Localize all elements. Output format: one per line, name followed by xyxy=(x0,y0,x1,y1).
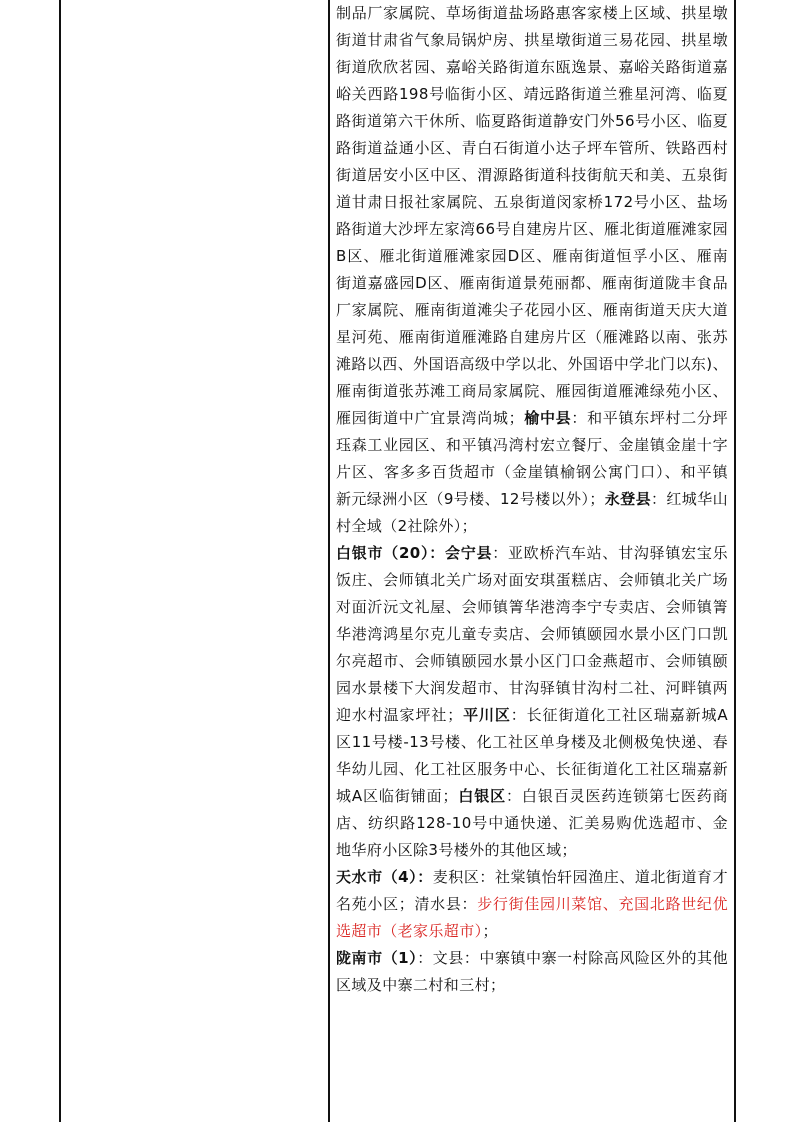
baiyin-text-1: ：亚欧桥汽车站、甘沟驿镇宏宝乐饭庄、会师镇北关广场对面安琪蛋糕店、会师镇北关广场对面沂沅文礼屋、会师镇箐华港湾李宁专卖店、会师镇箐华港湾鸿星尔克儿童专卖店、会师镇颐园水景小区门口凯尔亮超市、会师镇颐园水景小区门口金燕超市、会师镇颐园水景楼下大润发超市、甘沟驿镇甘沟村二社、河畔镇两迎水村温家坪社； xyxy=(336,544,728,724)
lanzhou-tail-paragraph xyxy=(336,0,728,540)
lanzhou-text-1: 制品厂家属院、草场街道盐场路惠客家楼上区域、拱星墩街道甘肃省气象局锅炉房、拱星墩街道三易花园、拱星墩街道欣欣茗园、嘉峪关路街道东瓯逸景、嘉峪关路街道嘉峪关西路198号临街小区、靖远路街道兰雅星河湾、临夏路街道第六干休所、临夏路街道静安门外56号小区、临夏路街道益通小区、青白石街道小达子坪车管所、铁路西村街道居安小区中区、渭源路街道科技街航天和美、五泉街道甘肃日报社家属院、五泉街道闵家桥172号小区、盐场路街道大沙坪左家湾66号自建房片区、雁北街道雁滩家园B区、雁北街道雁滩家园D区、雁南街道恒孚小区、雁南街道嘉盛园D区、雁南街道景苑丽都、雁南街道陇丰食品厂家属院、雁南街道滩尖子花园小区、雁南街道天庆大道星河苑、雁南街道雁滩路自建房片区（雁滩路以南、张苏滩路以西、外国语高级中学以北、外国语中学北门以东)、雁南街道张苏滩工商局家属院、雁园街道雁滩绿苑小区、雁园街道中广宜景湾尚城； xyxy=(336,4,728,427)
risk-area-list-cell xyxy=(336,0,728,999)
county-yongdeng: 永登县 xyxy=(604,490,651,508)
lanzhou-text-3: ：红城华山村全域（2社除外）； xyxy=(336,490,728,535)
tianshui-highlight: 步行街佳园川菜馆、充国北路世纪优选超市（老家乐超市） xyxy=(336,895,729,940)
lanzhou-text-2: ：和平镇东坪村二分坪珏森工业园区、和平镇冯湾村宏立餐厅、金崖镇金崖十字片区、客多多百货超市（金崖镇榆钢公寓门口）、和平镇新元绿洲小区（9号楼、12号楼以外）； xyxy=(336,409,728,508)
longnan-paragraph xyxy=(336,945,728,999)
city-longnan: 陇南市（1） xyxy=(336,949,418,967)
longnan-text-1: ：文县：中寨镇中寨一村除高风险区外的其他区域及中寨二村和三村； xyxy=(336,949,728,994)
baiyin-paragraph xyxy=(336,540,728,864)
county-yuzhong: 榆中县 xyxy=(524,409,572,427)
table-border-left xyxy=(59,0,61,1122)
table-border-right xyxy=(734,0,736,1122)
tianshui-text-2: ； xyxy=(482,922,498,940)
city-baiyin: 白银市（20）： xyxy=(336,544,445,562)
tianshui-text-1: 麦积区：社棠镇怡轩园渔庄、道北街道育才名苑小区；清水县： xyxy=(336,868,728,913)
county-pingchuan: 平川区 xyxy=(462,706,511,724)
table-border-middle xyxy=(328,0,330,1122)
county-baiyin: 白银区 xyxy=(457,787,507,805)
tianshui-paragraph xyxy=(336,864,728,945)
baiyin-text-2: ：长征街道化工社区瑞嘉新城A区11号楼-13号楼、化工社区单身楼及北侧极兔快递、春华幼儿园、化工社区服务中心、长征街道化工社区瑞嘉新城A区临街铺面； xyxy=(336,706,728,805)
baiyin-text-3: ：白银百灵医药连锁第七医药商店、纺织路128-10号中通快递、汇美易购优选超市、金地华府小区除3号楼外的其他区域； xyxy=(336,787,728,859)
county-huining: 会宁县 xyxy=(444,544,493,562)
city-tianshui: 天水市（4）： xyxy=(336,868,433,886)
